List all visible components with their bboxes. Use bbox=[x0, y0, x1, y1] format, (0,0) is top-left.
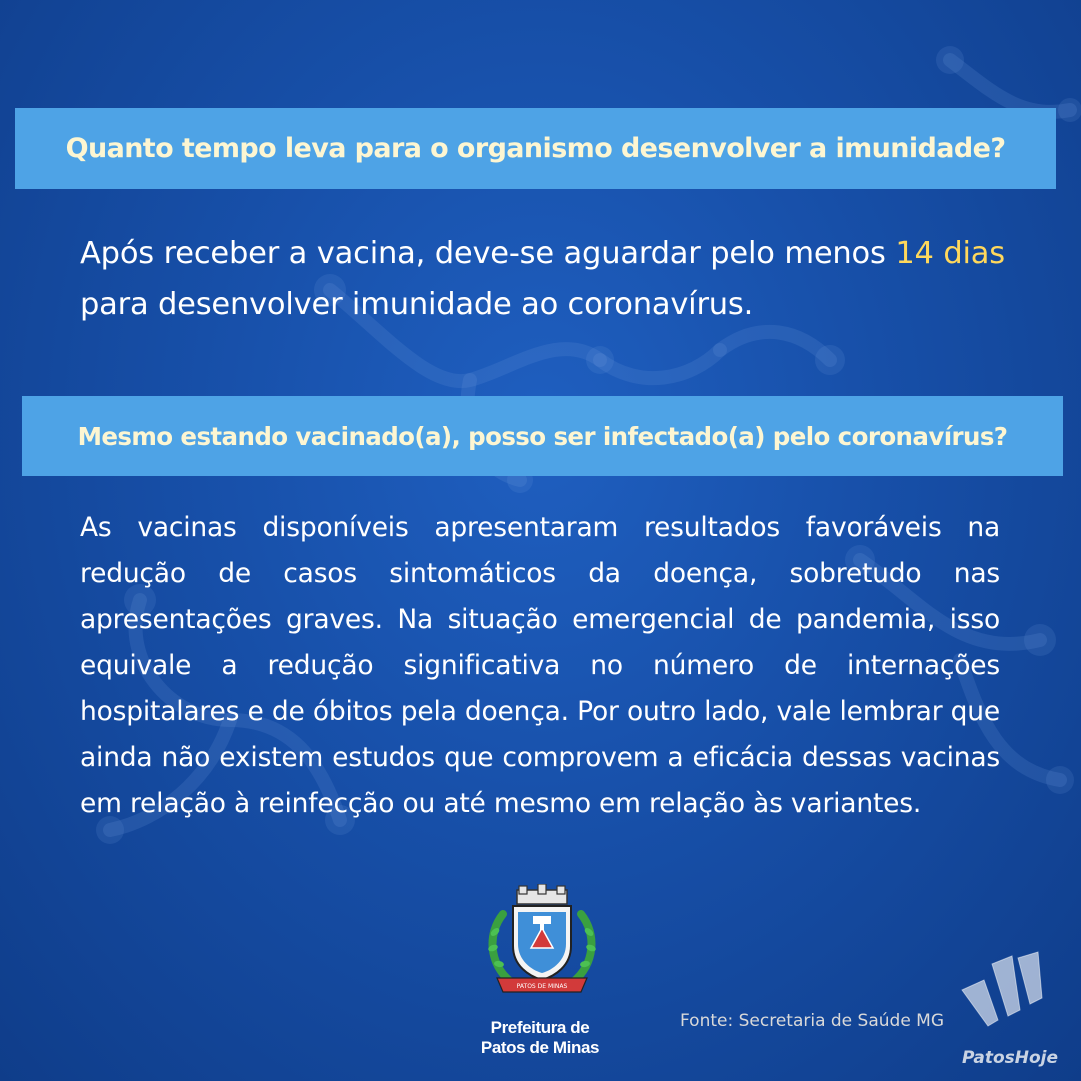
source-note: Fonte: Secretaria de Saúde MG bbox=[680, 1011, 945, 1031]
prefeitura-name bbox=[450, 1018, 630, 1058]
municipal-crest-icon bbox=[483, 884, 601, 1002]
prefeitura-line-1: Prefeitura de bbox=[490, 1018, 590, 1037]
answer-1-highlight: 14 dias bbox=[895, 236, 1005, 271]
patoshoje-logo-icon bbox=[958, 950, 1048, 1028]
answer-1-text: Após receber a vacina, deve-se aguardar pelo menos bbox=[80, 236, 896, 271]
prefeitura-line-2: Patos de Minas bbox=[480, 1038, 600, 1057]
question-2 bbox=[22, 396, 1063, 476]
crest-ribbon-text: PATOS DE MINAS bbox=[516, 983, 568, 990]
question-2-text: Mesmo estando vacinado(a), posso ser infectado(a) pelo coronavírus? bbox=[77, 421, 1008, 451]
question-1 bbox=[15, 108, 1056, 189]
answer-2: As vacinas disponíveis apresentaram resultados favoráveis na redução de casos sintomáticos da doença, sobretudo nas apresentações graves. Na situação emergencial de pandemia, isso equivale a redução significativa no número de internações hospitalares e de óbitos pela doença. Por outro lado, vale lembrar que ainda não existem estudos que comprovem a eficácia dessas vacinas em relação à reinfecção ou até mesmo em relação às variantes. bbox=[80, 512, 1000, 819]
patoshoje-brand: PatosHoje bbox=[962, 1048, 1059, 1068]
answer-1 bbox=[80, 228, 1005, 330]
answer-1-text-end: para desenvolver imunidade ao coronavírus. bbox=[80, 287, 754, 322]
question-1-text: Quanto tempo leva para o organismo desenvolver a imunidade? bbox=[65, 133, 1006, 164]
